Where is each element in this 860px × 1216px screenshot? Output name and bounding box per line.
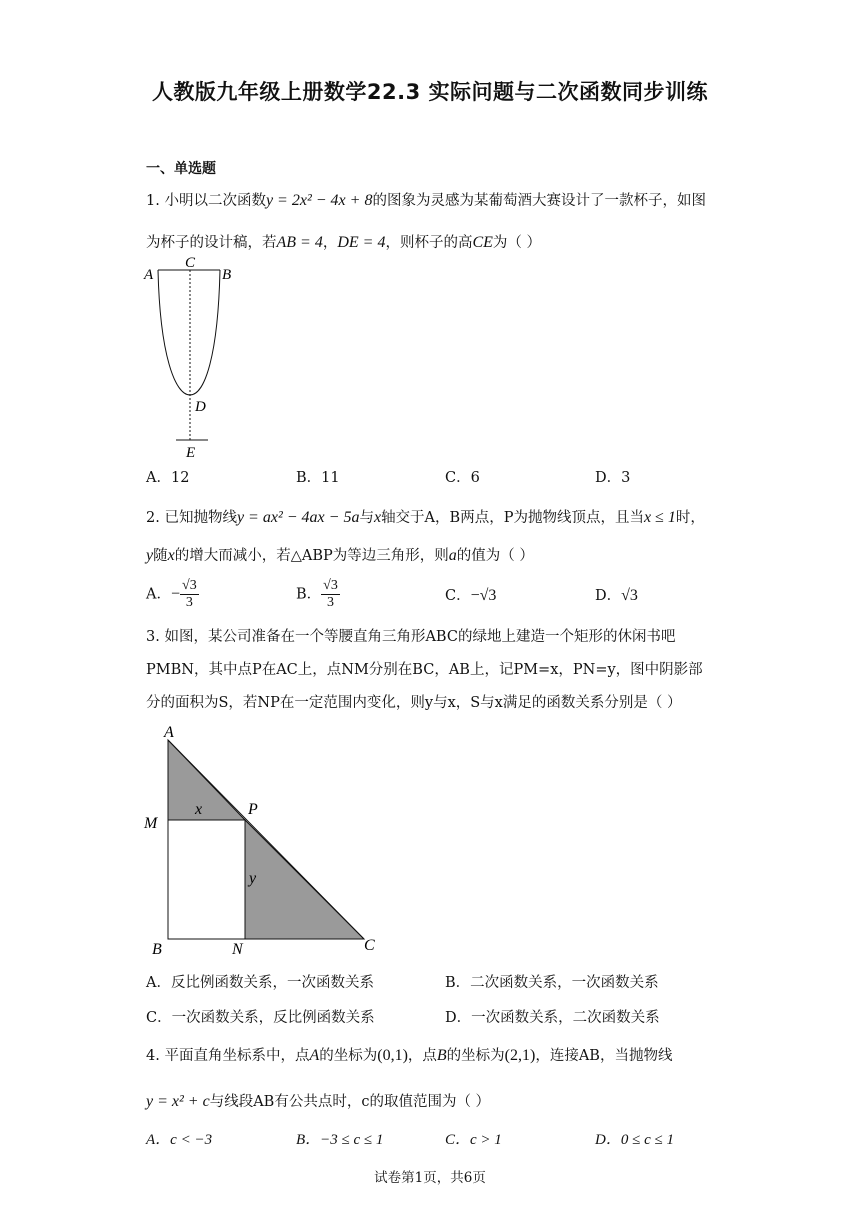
label-B: B	[152, 941, 162, 958]
page-title: 人教版九年级上册数学22.3 实际问题与二次函数同步训练	[151, 80, 709, 104]
q2-option-d: D．√3	[595, 587, 638, 604]
q3-line1: 3. 如图，某公司准备在一个等腰直角三角形ABC的绿地上建造一个矩形的休闲书吧	[146, 629, 676, 645]
q2-line2: y随x的增大而减小，若△ABP为等边三角形，则a的值为（ ）	[146, 547, 534, 564]
q4-option-a: A．c < −3	[146, 1132, 213, 1148]
q1-option-a: A．12	[146, 470, 190, 486]
label-B: B	[222, 267, 232, 283]
label-A: A	[144, 267, 154, 283]
q3-option-a: A．反比例函数关系，一次函数关系	[146, 975, 374, 991]
q3-line2: PMBN，其中点P在AC上，点NM分别在BC，AB上，记PM=x，PN=y，图中阴影部	[146, 662, 703, 678]
q1-line1: 1. 小明以二次函数y = 2x² − 4x + 8的图象为灵感为某葡萄酒大赛设计了一款杯子，如图	[146, 192, 706, 209]
q2-option-c: C．−√3	[445, 587, 497, 604]
label-M: M	[144, 815, 158, 832]
label-P: P	[248, 801, 258, 818]
section-heading: 一、单选题	[146, 161, 216, 177]
q1-option-d: D．3	[595, 470, 631, 486]
q4-option-d: D．0 ≤ c ≤ 1	[595, 1132, 674, 1148]
label-E: E	[186, 445, 196, 461]
q4-option-c: C．c > 1	[445, 1132, 502, 1148]
q1-formula: y = 2x² − 4x + 8	[265, 192, 373, 209]
q3-option-b: B．二次函数关系，一次函数关系	[445, 975, 659, 991]
label-C: C	[364, 937, 375, 954]
q2-option-a: A．− $\frac{√3}{3}$	[146, 578, 197, 610]
label-N: N	[232, 941, 243, 958]
label-A: A	[164, 724, 174, 741]
q3-option-c: C．一次函数关系，反比例函数关系	[146, 1010, 375, 1026]
q3-line3: 分的面积为S，若NP在一定范围内变化，则y与x，S与x满足的函数关系分别是（ ）	[146, 695, 682, 711]
triangle-figure	[138, 720, 388, 965]
q4-line2: y = x² + c与线段AB有公共点时，c的取值范围为（ ）	[146, 1093, 491, 1110]
q1-option-b: B．11	[296, 470, 340, 486]
label-x: x	[195, 801, 203, 818]
q4-line1: 4. 平面直角坐标系中，点A的坐标为(0,1)，点B的坐标为(2,1)，连接AB，当抛物线	[146, 1047, 673, 1064]
cup-figure	[140, 255, 250, 465]
label-C: C	[185, 255, 196, 271]
q2-option-b: B． $\frac{√3}{3}$	[296, 578, 338, 610]
label-y: y	[249, 870, 257, 887]
q3-option-d: D．一次函数关系，二次函数关系	[445, 1010, 660, 1026]
label-D: D	[195, 399, 206, 415]
page-footer: 试卷第1页，共6页	[374, 1170, 486, 1186]
q1-option-c: C．6	[445, 470, 480, 486]
q1-line2: 为杯子的设计稿，若AB = 4，DE = 4，则杯子的高CE为（ ）	[146, 234, 542, 251]
q4-option-b: B．−3 ≤ c ≤ 1	[296, 1132, 384, 1148]
q2-line1: 2. 已知抛物线y = ax² − 4ax − 5a与x轴交于A，B两点，P为抛物线顶点，且当x ≤ 1时，	[146, 509, 705, 526]
